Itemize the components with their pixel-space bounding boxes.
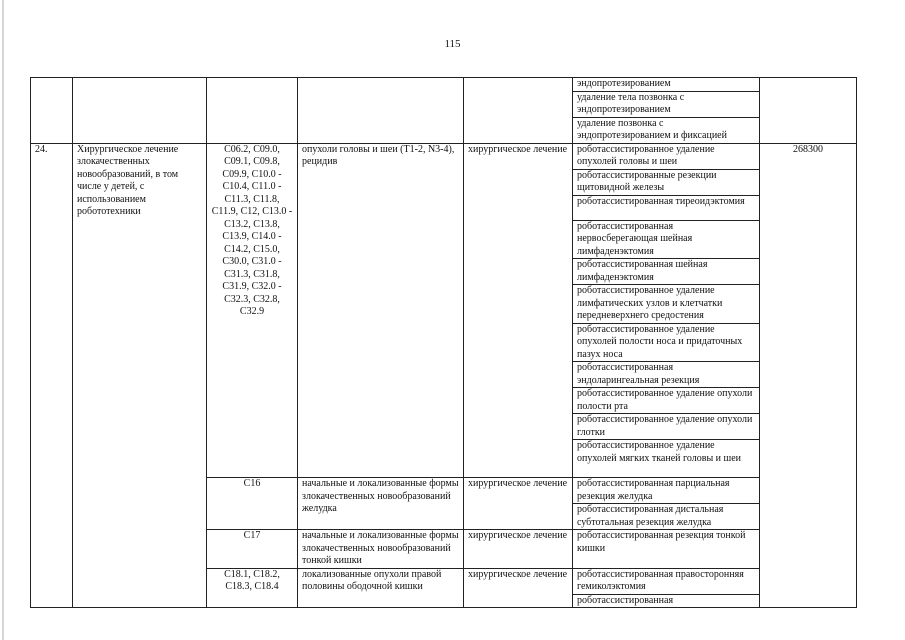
method-cell: роботассистированная эндоларингеальная резекция <box>573 362 760 388</box>
patient-model: начальные и локализованные формы злокачественных новообразований тонкой кишки <box>298 530 464 569</box>
cont-num-cell <box>31 78 73 144</box>
method-cell: роботассистированная правосторонняя гемиколэктомия <box>573 568 760 594</box>
cont-model-cell <box>298 78 464 144</box>
treatment-type: хирургическое лечение <box>464 568 573 608</box>
method-cell: роботассистированные резекции щитовидной железы <box>573 169 760 195</box>
cont-price-cell <box>760 78 857 144</box>
method-cell: роботассистированная резекция тонкой кишки <box>573 530 760 569</box>
treatment-type: хирургическое лечение <box>464 143 573 478</box>
patient-model: опухоли головы и шеи (T1-2, N3-4), рецидив <box>298 143 464 478</box>
price: 268300 <box>760 143 857 608</box>
services-table <box>30 77 857 608</box>
method-cell: роботассистированное удаление опухолей мягких тканей головы и шеи <box>573 440 760 478</box>
cont-code-cell <box>207 78 298 144</box>
method-cell: роботассистированное удаление опухолей полости носа и придаточных пазух носа <box>573 323 760 362</box>
method-cell: роботассистированное удаление лимфатических узлов и клетчатки передневерхнего средостения <box>573 285 760 324</box>
method-cell: роботассистированная <box>573 594 760 608</box>
method-cell: роботассистированная нервосберегающая шейная лимфаденэктомия <box>573 220 760 259</box>
method-cell: роботассистированное удаление опухолей головы и шеи <box>573 143 760 169</box>
cont-treatment-cell <box>464 78 573 144</box>
row-name: Хирургическое лечение злокачественных новообразований, в том числе у детей, с использованием робототехники <box>73 143 207 608</box>
scan-edge <box>2 0 4 640</box>
method-cell: роботассистированная шейная лимфаденэктомия <box>573 259 760 285</box>
method-cell: удаление позвонка с эндопротезированием и фиксацией <box>573 117 760 143</box>
method-cell: роботассистированное удаление опухоли глотки <box>573 414 760 440</box>
icd-codes: C17 <box>207 530 298 569</box>
method-cell: удаление тела позвонка с эндопротезированием <box>573 91 760 117</box>
row-number: 24. <box>31 143 73 608</box>
icd-codes: C18.1, C18.2, C18.3, C18.4 <box>207 568 298 608</box>
page-number: 115 <box>444 38 461 50</box>
method-cell: роботассистированная парциальная резекция желудка <box>573 478 760 504</box>
cont-name-cell <box>73 78 207 144</box>
patient-model: локализованные опухоли правой половины ободочной кишки <box>298 568 464 608</box>
method-cell: эндопротезированием <box>573 78 760 92</box>
treatment-type: хирургическое лечение <box>464 530 573 569</box>
icd-codes: C16 <box>207 478 298 530</box>
method-cell: роботассистированная тиреоидэктомия <box>573 195 760 220</box>
treatment-type: хирургическое лечение <box>464 478 573 530</box>
patient-model: начальные и локализованные формы злокачественных новообразований желудка <box>298 478 464 530</box>
method-cell: роботассистированное удаление опухоли полости рта <box>573 388 760 414</box>
icd-codes: C06.2, C09.0, C09.1, C09.8, C09.9, C10.0 - C10.4, C11.0 - C11.3, C11.8, C11.9, C12, C13.0 - C13.2, C13.8, C13.9, C14.0 - C14.2, C15.0, C30.0, C31.0 - C31.3, C31.8, C31.9, C32.0 - C32.3, C32.8, C32.9 <box>207 143 298 478</box>
method-cell: роботассистированная дистальная субтотальная резекция желудка <box>573 504 760 530</box>
